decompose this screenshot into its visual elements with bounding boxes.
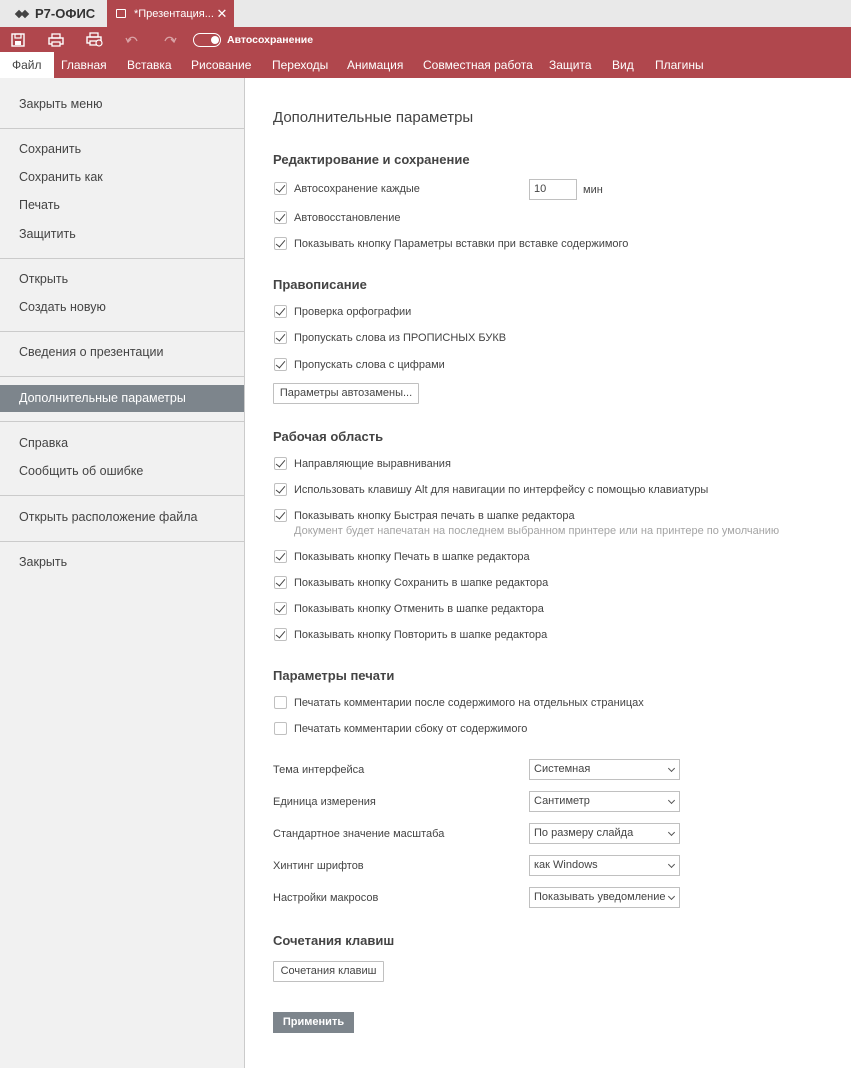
tab-view[interactable]: Вид [612,58,634,72]
autosave-interval-input[interactable]: 10 [529,179,577,200]
font-hinting-select[interactable] [529,855,680,876]
tab-collaboration[interactable]: Совместная работа [423,58,533,72]
comments-after-label: Печатать комментарии после содержимого на отдельных страницах [294,697,644,709]
sidebar-divider [0,495,244,496]
theme-select[interactable] [529,759,680,780]
autosave-label: Автосохранение каждые [294,183,420,195]
unit-label: Единица измерения [273,796,376,808]
skip-digits-checkbox[interactable] [274,358,287,371]
close-tab-icon[interactable]: ✕ [216,5,228,21]
comments-side-label: Печатать комментарии сбоку от содержимого [294,723,528,735]
theme-label: Тема интерфейса [273,764,365,776]
undo-button-label: Показывать кнопку Отменить в шапке редактора [294,603,544,615]
autosave-unit: мин [583,184,603,196]
page-title: Дополнительные параметры [273,109,474,126]
redo-button-label: Показывать кнопку Повторить в шапке редактора [294,629,548,641]
sidebar-item-info[interactable]: Сведения о презентации [19,345,164,359]
file-menu-sidebar [0,78,245,1068]
tab-transitions[interactable]: Переходы [272,58,329,72]
autocorrect-options-button[interactable]: Параметры автозамены... [273,383,419,404]
macros-select[interactable] [529,887,680,908]
unit-select[interactable] [529,791,680,812]
sidebar-divider [0,331,244,332]
section-editing-heading: Редактирование и сохранение [273,152,470,167]
spellcheck-label: Проверка орфографии [294,306,412,318]
redo-icon[interactable] [161,31,179,48]
sidebar-divider [0,258,244,259]
theme-select-value: Системная [534,763,591,775]
autosave-checkbox[interactable] [274,182,287,195]
chevron-down-icon [668,765,675,772]
tab-protection[interactable]: Защита [549,58,592,72]
save-button-label: Показывать кнопку Сохранить в шапке редактора [294,577,549,589]
zoom-select-value: По размеру слайда [534,827,634,839]
comments-after-checkbox[interactable] [274,696,287,709]
apply-button[interactable]: Применить [273,1012,354,1033]
save-button-checkbox[interactable] [274,576,287,589]
keyboard-shortcuts-button[interactable]: Сочетания клавиш [273,961,384,982]
guides-checkbox[interactable] [274,457,287,470]
print-icon[interactable] [47,31,65,48]
sidebar-item-close-menu[interactable]: Закрыть меню [19,97,103,111]
guides-label: Направляющие выравнивания [294,458,451,470]
chevron-down-icon [668,829,675,836]
sidebar-item-report-bug[interactable]: Сообщить об ошибке [19,464,144,478]
undo-icon[interactable] [123,31,141,48]
print-button-checkbox[interactable] [274,550,287,563]
font-hinting-label: Хинтинг шрифтов [273,860,364,872]
tab-animation[interactable]: Анимация [347,58,404,72]
macros-label: Настройки макросов [273,892,379,904]
save-icon[interactable] [9,31,27,48]
print-button-label: Показывать кнопку Печать в шапке редактора [294,551,530,563]
sidebar-item-protect[interactable]: Защитить [19,227,76,241]
alt-key-checkbox[interactable] [274,483,287,496]
chevron-down-icon [668,893,675,900]
quick-print-icon[interactable] [85,31,103,48]
sidebar-item-advanced-settings[interactable]: Дополнительные параметры [0,385,244,412]
sidebar-divider [0,376,244,377]
sidebar-item-save-as[interactable]: Сохранить как [19,170,103,184]
zoom-label: Стандартное значение масштаба [273,828,445,840]
skip-uppercase-checkbox[interactable] [274,331,287,344]
section-spelling-heading: Правописание [273,277,367,292]
autorecover-checkbox[interactable] [274,211,287,224]
font-hinting-select-value: как Windows [534,859,598,871]
redo-button-checkbox[interactable] [274,628,287,641]
sidebar-item-close[interactable]: Закрыть [19,555,68,569]
document-icon [116,9,126,18]
unit-select-value: Сантиметр [534,795,590,807]
autosave-toggle[interactable] [193,33,221,47]
sidebar-item-print[interactable]: Печать [19,198,60,212]
alt-key-label: Использовать клавишу Alt для навигации по интерфейсу с помощью клавиатуры [294,484,709,496]
sidebar-item-create-new[interactable]: Создать новую [19,300,106,314]
sidebar-divider [0,421,244,422]
section-workspace-heading: Рабочая область [273,429,384,444]
quick-print-hint: Документ будет напечатан на последнем выбранном принтере или на принтере по умолчанию [294,525,780,537]
autosave-label: Автосохранение [227,34,314,46]
sidebar-divider [0,541,244,542]
advanced-settings-panel [245,78,851,1068]
quick-print-checkbox[interactable] [274,509,287,522]
quick-print-label: Показывать кнопку Быстрая печать в шапке редактора [294,510,575,522]
chevron-down-icon [668,861,675,868]
sidebar-item-help[interactable]: Справка [19,436,69,450]
tab-file[interactable]: Файл [0,52,54,78]
macros-select-value: Показывать уведомление [534,891,666,903]
chevron-down-icon [668,797,675,804]
autorecover-label: Автовосстановление [294,212,401,224]
document-tab[interactable] [107,0,234,27]
section-shortcuts-heading: Сочетания клавиш [273,933,395,948]
comments-side-checkbox[interactable] [274,722,287,735]
tab-home[interactable]: Главная [61,58,107,72]
undo-button-checkbox[interactable] [274,602,287,615]
paste-options-label: Показывать кнопку Параметры вставки при вставке содержимого [294,238,629,250]
zoom-select[interactable] [529,823,680,844]
brand-logo [16,0,95,27]
tab-draw[interactable]: Рисование [191,58,252,72]
tab-insert[interactable]: Вставка [127,58,172,72]
paste-options-checkbox[interactable] [274,237,287,250]
tab-plugins[interactable]: Плагины [655,58,704,72]
sidebar-item-save[interactable]: Сохранить [19,142,82,156]
skip-digits-label: Пропускать слова с цифрами [294,359,445,371]
sidebar-divider [0,128,244,129]
skip-uppercase-label: Пропускать слова из ПРОПИСНЫХ БУКВ [294,332,507,344]
logo-icon [16,9,30,19]
brand-name: Р7-ОФИС [35,6,96,21]
sidebar-item-open-location[interactable]: Открыть расположение файла [19,510,198,524]
spellcheck-checkbox[interactable] [274,305,287,318]
sidebar-item-open[interactable]: Открыть [19,272,69,286]
section-print-heading: Параметры печати [273,668,395,683]
document-tab-title: *Презентация... [134,7,214,20]
